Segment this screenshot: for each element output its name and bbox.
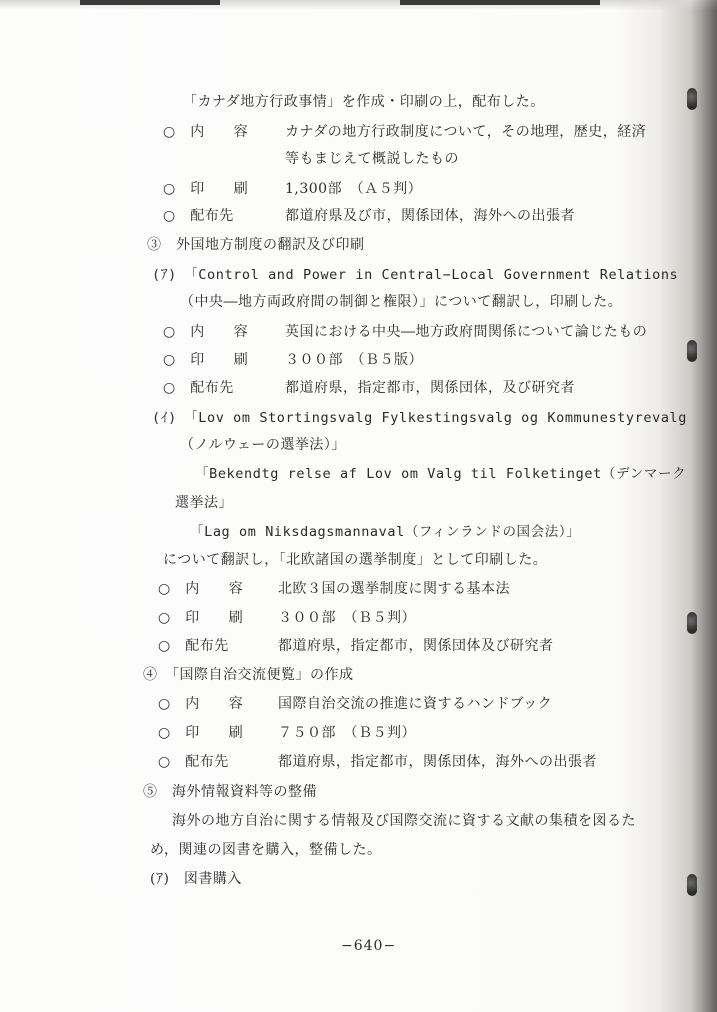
- item-value: 英国における中央―地方政府間関係について論じたもの: [285, 324, 648, 340]
- item-label: ○ 内 容: [158, 696, 244, 712]
- item-label: ○ 配布先: [158, 754, 229, 770]
- binding-ring-icon: [687, 88, 697, 110]
- item-value: ７５０部 （Ｂ５判）: [278, 725, 416, 741]
- item-value: 1,300部 （Ａ５判）: [285, 181, 423, 197]
- text-line: め，関連の図書を購入，整備した。: [150, 842, 382, 858]
- item-value: 都道府県，指定都市，関係団体及び研究者: [278, 638, 554, 654]
- binding-ring-icon: [687, 612, 697, 634]
- item-label: ○ 配布先: [163, 380, 234, 396]
- text-line: について翻訳し，「北欧諸国の選挙制度」として印刷した。: [163, 552, 548, 568]
- subsection-heading: (ｲ) 「Lov om Stortingsvalg Fylkestingsvalg og Kommunestyrevalg: [152, 410, 688, 426]
- item-value: カナダの地方行政制度について，その地理，歴史，経済: [285, 124, 647, 140]
- section-heading: ④ 「国際自治交流便覧」の作成: [143, 667, 354, 683]
- text-line: （中央―地方両政府間の制御と権限）」について翻訳し，印刷した。: [180, 294, 623, 310]
- item-label: ○ 印 刷: [158, 610, 244, 626]
- binding-ring-icon: [687, 340, 697, 362]
- item-label: ○ 印 刷: [163, 181, 249, 197]
- text-line: 海外の地方自治に関する情報及び国際交流に資する文献の集積を図るた: [172, 813, 636, 829]
- text-line: 選挙法」: [175, 495, 233, 511]
- item-value: 北欧３国の選挙制度に関する基本法: [278, 581, 510, 597]
- subsection-heading: (ｱ) 図書購入: [150, 871, 242, 887]
- text-line: 「Lag om Niksdagsmannaval（フィンランドの国会法）」: [190, 524, 581, 540]
- text-line: （ノルウェーの選挙法）」: [180, 437, 346, 453]
- item-label: ○ 配布先: [163, 208, 234, 224]
- item-label: ○ 印 刷: [158, 725, 244, 741]
- text-line: 「カナダ地方行政事情」を作成・印刷の上，配布した。: [183, 94, 545, 110]
- item-value: ３００部 （Ｂ５判）: [278, 610, 416, 626]
- top-edge-mark: [80, 0, 220, 5]
- binding-spine: [691, 0, 717, 1012]
- item-label: ○ 内 容: [158, 581, 244, 597]
- section-heading: ⑤ 海外情報資料等の整備: [143, 784, 317, 800]
- subsection-heading: (ｱ) 「Control and Power in Central−Local Government Relations: [152, 267, 679, 283]
- item-value: 都道府県，指定都市，関係団体，海外への出張者: [278, 754, 597, 770]
- item-value: 都道府県，指定都市，関係団体，及び研究者: [285, 380, 575, 396]
- top-edge-mark: [400, 0, 600, 5]
- item-label: ○ 印 刷: [163, 352, 249, 368]
- item-value: 等もまじえて概説したもの: [285, 151, 459, 167]
- section-heading: ③ 外国地方制度の翻訳及び印刷: [147, 237, 365, 253]
- text-line: 「Bekendtg relse af Lov om Valg til Folketinget（デンマーク: [195, 466, 687, 482]
- item-label: ○ 内 容: [163, 124, 249, 140]
- item-value: ３００部 （Ｂ５版）: [285, 352, 423, 368]
- binding-ring-icon: [687, 874, 697, 896]
- item-value: 都道府県及び市，関係団体，海外への出張者: [285, 208, 575, 224]
- item-value: 国際自治交流の推進に資するハンドブック: [278, 696, 553, 712]
- item-label: ○ 配布先: [158, 638, 229, 654]
- page-number: −640−: [341, 938, 397, 954]
- item-label: ○ 内 容: [163, 324, 249, 340]
